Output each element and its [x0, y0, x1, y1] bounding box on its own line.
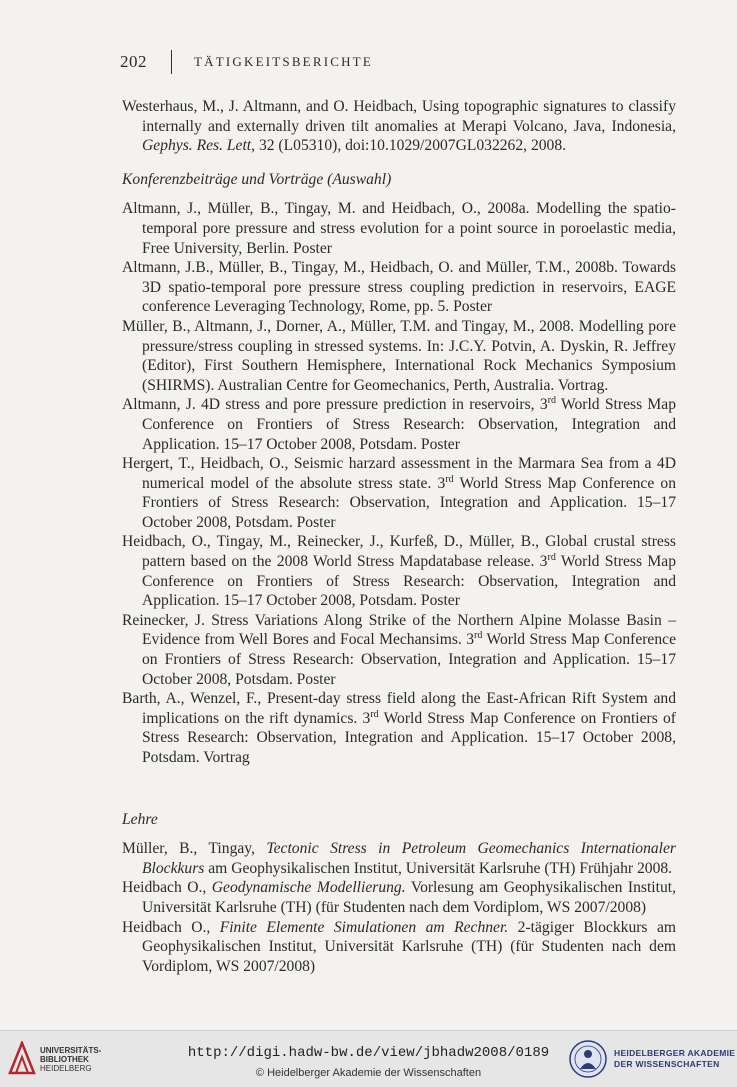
entry-text: World Stress Map Conference on Frontiers of Stress Research: Observation, Integration and Application. 15–17 October 2008, Potsdam. Poster — [142, 474, 677, 531]
library-name-line: BIBLIOTHEK — [40, 1055, 89, 1064]
academy-name-line: HEIDELBERGER AKADEMIE — [614, 1048, 736, 1058]
conference-entry: Altmann, J., Müller, B., Tingay, M. and Heidbach, O., 2008a. Modelling the spatio-temporal pore pressure and stress evolution for a point source in poroelastic media, Free University, Berlin. Poster — [122, 200, 676, 257]
conference-entry — [122, 395, 676, 454]
library-name-line: UNIVERSITÄTS- — [40, 1046, 102, 1055]
ordinal-suffix: rd — [445, 473, 454, 485]
course-title: Geodynamische Modellierung. — [211, 879, 406, 897]
entry-text: Müller, B., Tingay, — [122, 840, 267, 858]
ordinal-suffix: rd — [547, 551, 556, 563]
entry-text: Vorlesung am Geophysikalischen Institut, Universität Karlsruhe (TH) (für Studenten nach dem Vordiplom, WS 2007/2008) — [142, 879, 676, 916]
teaching-entry — [122, 918, 676, 977]
ordinal-suffix: rd — [547, 395, 557, 407]
conference-entry — [122, 454, 676, 532]
academy-name-line: DER WISSENSCHAFTEN — [614, 1059, 720, 1069]
course-title: Tectonic Stress in Petroleum Geomechanics Internationaler Blockkurs — [142, 840, 676, 877]
entry-text: Reinecker, J. Stress Variations Along Strike of the Northern Alpine Molasse Basin – Evidence from Well Bores and Focal Mechansims. 3 — [122, 611, 676, 649]
course-title: Finite Elemente Simulationen am Rechner. — [219, 918, 509, 936]
library-name-line: HEIDELBERG — [40, 1064, 92, 1073]
entry-text: Hergert, T., Heidbach, O., Seismic harzard assessment in the Marmara Sea from a 4D numerical model of the absolute stress state. 3 — [122, 455, 676, 492]
ordinal-suffix: rd — [474, 630, 483, 642]
journal-name: Gephys. Res. Lett — [142, 137, 252, 155]
conference-entry: Altmann, J.B., Müller, B., Tingay, M., Heidbach, O. and Müller, T.M., 2008b. Towards 3D spatio-temporal pore pressure stress coupling prediction in reservoirs, EAGE conference Leveraging Technology, Rome, pp. 5. Poster — [122, 259, 676, 316]
entry-text: Heidbach O., — [122, 918, 220, 936]
entry-text: Barth, A., Wenzel, F., Present-day stress field along the East-African Rift System and implications on the rift dynamics. 3 — [122, 690, 676, 727]
entry-text: 2-tägiger Blockkurs am Geophysikalischen Institut, Universität Karlsruhe (TH) (für Studenten nach dem Vordiplom, WS 2007/2008) — [142, 918, 676, 975]
conference-entry — [122, 532, 676, 610]
academy-seal-icon — [568, 1039, 608, 1079]
reference-text-part: Westerhaus, M., J. Altmann, and O. Heidbach, Using topographic signatures to classify internally and externally driven tilt anomalies at Merapi Volcano, Java, Indonesia, — [122, 98, 676, 135]
page-number: 202 — [120, 52, 147, 71]
entry-text: am Geophysikalischen Institut, Universität Karlsruhe (TH) Frühjahr 2008. — [204, 859, 673, 877]
conference-entry — [122, 611, 676, 689]
document-url-link[interactable]: http://digi.hadw-bw.de/view/jbhadw2008/0189 — [187, 1045, 550, 1061]
teaching-entry — [122, 878, 676, 917]
conference-entry: Müller, B., Altmann, J., Dorner, A., Müller, T.M. and Tingay, M., 2008. Modelling pore pressure/stress coupling in stressed systems. In: J.C.Y. Potvin, A. Dyskin, R. Jeffrey (Editor), First Southern Hemisphere, International Rock Mechanics Symposium (SHIRMS). Australian Centre for Geomechanics, Perth, Australia. Vortrag. — [122, 317, 676, 394]
page-header — [120, 50, 373, 74]
entry-text: Heidbach, O., Tingay, M., Reinecker, J., Kurfeß, D., Müller, B., Global crustal stress pattern based on the 2008 World Stress Mapdatabase release. 3 — [122, 533, 676, 571]
copyright-notice: © Heidelberger Akademie der Wissenschaften — [255, 1067, 482, 1079]
entry-text: World Stress Map Conference on Frontiers of Stress Research: Observation, Integration and Application. 15–17 October 2008, Potsdam. Vortrag — [142, 709, 676, 766]
entry-text: Altmann, J. 4D stress and pore pressure prediction in reservoirs, 3 — [122, 396, 548, 414]
section-title-konferenz: Konferenzbeiträge und Vorträge (Auswahl) — [122, 170, 392, 188]
ordinal-suffix: rd — [370, 708, 379, 720]
entry-text: World Stress Map Conference on Frontiers of Stress Research: Observation, Integration and Application. 15–17 October 2008, Potsdam. Poster — [142, 396, 677, 453]
running-title: TÄTIGKEITSBERICHTE — [194, 54, 373, 69]
viewer-footer — [0, 1030, 737, 1087]
header-divider — [171, 50, 172, 74]
entry-text: World Stress Map Conference on Frontiers of Stress Research: Observation, Integration and Application. 15–17 October 2008, Potsdam. Poster — [142, 553, 676, 610]
entry-text: World Stress Map Conference on Frontiers of Stress Research: Observation, Integration and Application. 15–17 October 2008, Potsdam. Poster — [142, 631, 676, 688]
page-content — [122, 97, 676, 976]
reference-entry — [122, 97, 676, 156]
teaching-entry — [122, 839, 676, 878]
section-title-lehre: Lehre — [122, 810, 158, 828]
entry-text: Heidbach O., — [122, 879, 212, 897]
reference-text-part: , 32 (L05310), doi:10.1029/2007GL032262, 2008. — [251, 137, 567, 155]
academy-name — [614, 1048, 735, 1070]
conference-entry — [122, 689, 676, 767]
